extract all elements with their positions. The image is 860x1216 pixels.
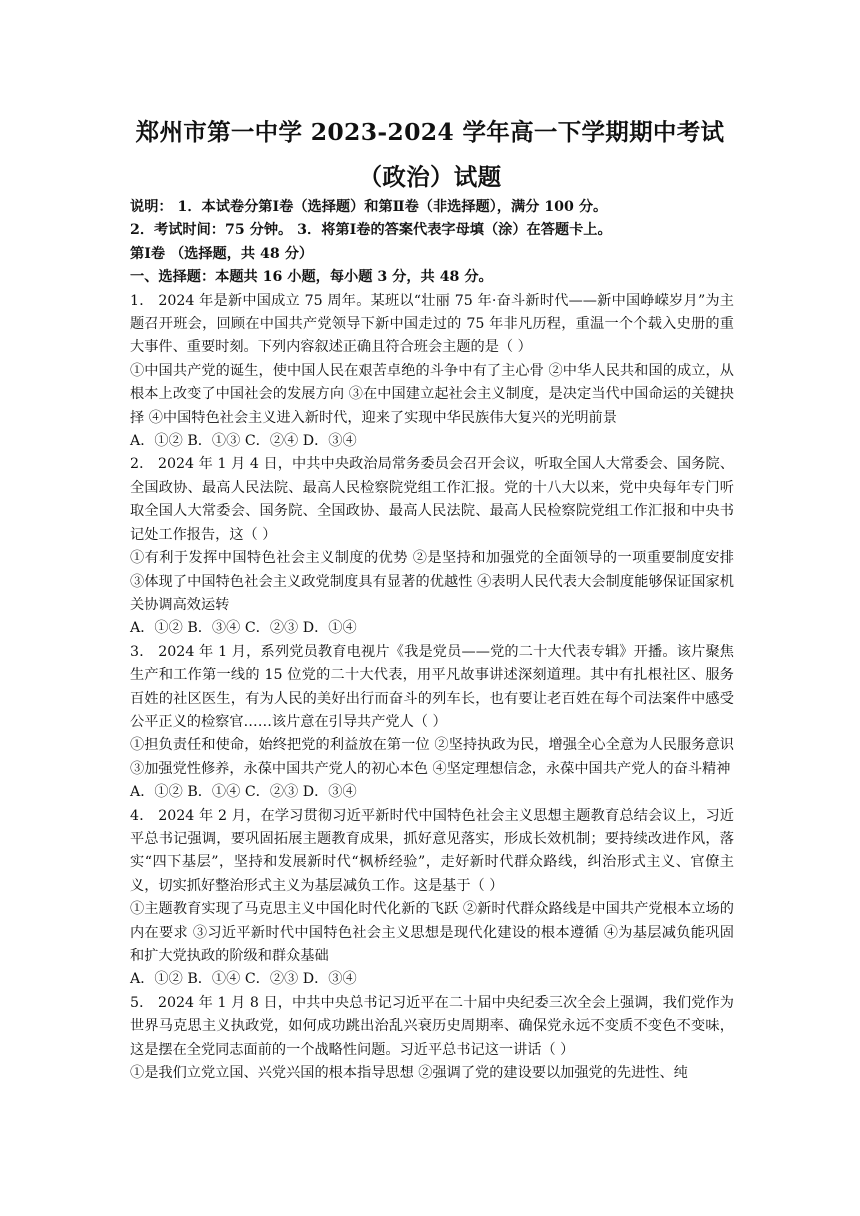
answer-choices: A．①② B．③④ C．②③ D．①④ [130,620,357,637]
section-heading: 一、选择题：本题共 16 小题，每小题 3 分，共 48 分。 [130,269,493,286]
answer-choices: A．①② B．①④ C．②③ D．③④ [130,971,357,988]
exam-content [130,196,734,1085]
question-2 [130,453,734,640]
question-5 [130,992,734,1086]
part-heading: 第Ⅰ卷 （选择题，共 48 分） [130,245,314,262]
question-1 [130,290,734,454]
question-statements: ①是我们立党立国、兴党兴国的根本指导思想 ②强调了党的建设要以加强党的先进性、纯 [130,1065,688,1082]
question-statements: ①中国共产党的诞生，使中国人民在艰苦卓绝的斗争中有了主心骨 ②中华人民共和国的成立，从根本上改变了中国社会的发展方向 ③在中国建立起社会主义制度，是决定当代中国命运的关键抉择 ④中国特色社会主义进入新时代，迎来了实现中华民族伟大复兴的光明前景 [130,362,734,426]
exam-title: 郑州市第一中学 2023-2024 学年高一下学期期中考试 [135,118,725,146]
question-statements: ①有利于发挥中国特色社会主义制度的优势 ②是坚持和加强党的全面领导的一项重要制度安排 ③体现了中国特色社会主义政党制度具有显著的优越性 ④表明人民代表大会制度能够保证国家机关协调高效运转 [130,550,734,613]
question-stem: 4． 2024 年 2 月，在学习贯彻习近平新时代中国特色社会主义思想主题教育总结会议上，习近平总书记强调，要巩固拓展主题教育成果，抓好意见落实，形成长效机制；要持续改进作风，落实“四下基层”，坚持和发展新时代“枫桥经验”，走好新时代群众路线，纠治形式主义、官僚主义，切实抓好整治形式主义为基层减负工作。这是基于（ ） [130,807,734,894]
exam-subtitle: （政治）试题 [358,163,502,191]
question-statements: ①担负责任和使命，始终把党的利益放在第一位 ②坚持执政为民，增强全心全意为人民服务意识 ③加强党性修养，永葆中国共产党人的初心本色 ④坚定理想信念，永葆中国共产党人的奋斗精神 [130,737,734,777]
question-stem: 2． 2024 年 1 月 4 日，中共中央政治局常务委员会召开会议，听取全国人大常委会、国务院、全国政协、最高人民法院、最高人民检察院党组工作汇报。党的十八大以来，党中央每年专门听取全国人大常委会、国务院、全国政协、最高人民法院、最高人民检察院党组工作汇报和中央书记处工作报告，这（ ） [130,456,734,543]
instructions-line-1: 说明： 1．本试卷分第Ⅰ卷（选择题）和第Ⅱ卷（非选择题），满分 100 分。 [130,199,608,215]
question-4 [130,805,734,992]
question-stem: 1． 2024 年是新中国成立 75 周年。某班以“壮丽 75 年·奋斗新时代——新中国峥嵘岁月”为主题召开班会，回顾在中国共产党领导下新中国走过的 75 年非凡历程，重温一个个载入史册的重大事件、重要时刻。下列内容叙述正确且符合班会主题的是（ ） [130,292,734,356]
instructions-line-2: 2．考试时间：75 分钟。 3．将第Ⅰ卷的答案代表字母填（涂）在答题卡上。 [130,222,612,239]
answer-choices: A．①② B．①③ C．②④ D．③④ [130,433,357,450]
question-statements: ①主题教育实现了马克思主义中国化时代化新的飞跃 ②新时代群众路线是中国共产党根本立场的内在要求 ③习近平新时代中国特色社会主义思想是现代化建设的根本遵循 ④为基层减负能巩固和扩大党执政的阶级和群众基础 [130,901,734,964]
question-stem: 5． 2024 年 1 月 8 日，中共中央总书记习近平在二十届中央纪委三次全会上强调，我们党作为世界马克思主义执政党，如何成功跳出治乱兴衰历史周期率、确保党永远不变质不变色不变味，这是摆在全党同志面前的一个战略性问题。习近平总书记这一讲话（ ） [130,994,734,1058]
question-3 [130,641,734,805]
answer-choices: A．①② B．①④ C．②③ D．③④ [130,784,357,801]
question-stem: 3． 2024 年 1 月，系列党员教育电视片《我是党员——党的二十大代表专辑》开播。该片聚焦生产和工作第一线的 15 位党的二十大代表，用平凡故事讲述深刻道理。其中有扎根社区、服务百姓的社区医生，有为人民的美好出行而奋斗的列车长，也有要让老百姓在每个司法案件中感受公平正义的检察官……该片意在引导共产党人（ ） [130,643,734,730]
